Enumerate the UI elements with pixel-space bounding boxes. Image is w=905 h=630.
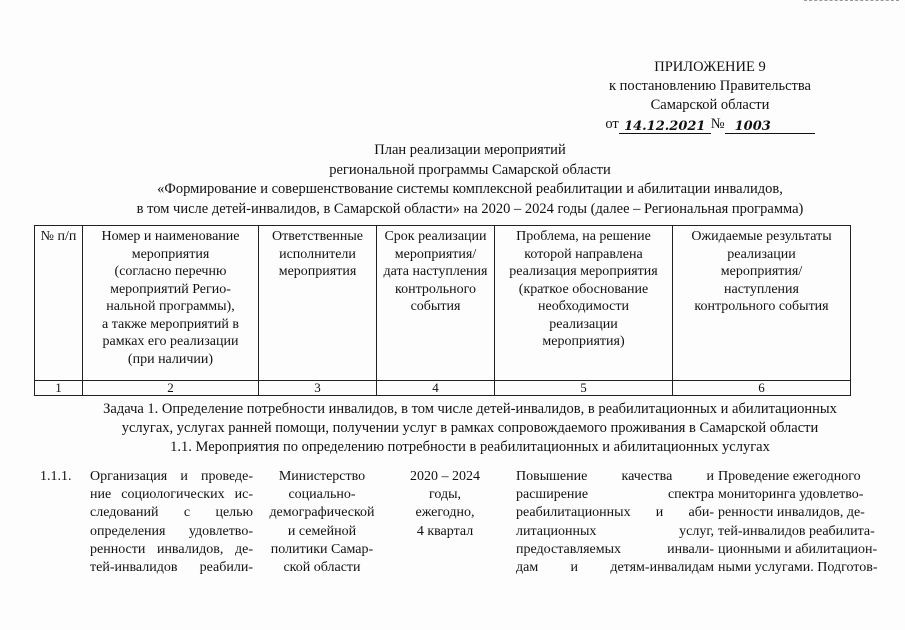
header-line: (краткое обоснование	[518, 281, 649, 297]
header-line: наступления	[724, 281, 799, 297]
header-cell	[673, 226, 851, 381]
title-line-4: в том числе детей-инвалидов, в Самарской области» на 2020 – 2024 годы (далее – Региональная программа)	[136, 200, 804, 217]
header-line: № п/п	[40, 229, 77, 244]
cell-line: предоставляемых инвали-	[516, 541, 714, 557]
task-line-1: Задача 1. Определение потребности инвалидов, в том числе детей-инвалидов, в реабилитационных и абилитационных	[103, 401, 837, 417]
column-number: 4	[377, 381, 495, 396]
header-line: реализации	[727, 246, 796, 262]
row-name	[90, 468, 253, 577]
header-line: Ответственные	[272, 229, 363, 244]
appendix-resolution: к постановлению Правительства	[609, 78, 811, 94]
header-line: исполнители	[279, 246, 356, 262]
header-line: Номер и наименование	[101, 229, 240, 244]
header-line: контрольного события	[694, 299, 829, 314]
cell-line: Организация и проведе-	[90, 469, 253, 484]
cell-line: демографической	[269, 505, 375, 521]
number-field	[725, 117, 815, 134]
title-line-2: региональной программы Самарской области	[329, 161, 611, 178]
cell-line: расширение спектра	[516, 487, 714, 503]
cell-line: ской области	[283, 560, 361, 576]
row-term	[390, 468, 500, 541]
cell-line: 2020 – 2024	[410, 469, 480, 484]
cell-line: мониторинга удовлетво-	[718, 487, 864, 503]
column-number: 5	[495, 381, 673, 396]
task-heading	[40, 400, 900, 457]
scan-edge-line	[804, 0, 899, 1]
header-line: рамках его реализации	[102, 334, 239, 349]
cell-line: ными услугами. Подготов-	[718, 560, 878, 576]
header-line: мероприятий Регио-	[110, 281, 231, 297]
handwritten-date: 14.12.2021	[624, 119, 706, 134]
cell-line: годы,	[428, 487, 462, 503]
header-line: необходимости	[537, 299, 629, 314]
cell-line: следований с целью	[90, 505, 253, 521]
title-line-1: План реализации мероприятий	[374, 142, 566, 158]
header-line: нальной программы),	[106, 299, 235, 314]
header-line: дата наступления	[383, 264, 488, 279]
column-number-row	[35, 381, 851, 396]
handwritten-number: 1003	[734, 119, 771, 134]
column-number: 2	[83, 381, 259, 396]
cell-line: Министерство	[278, 469, 366, 484]
header-line: а также мероприятий в	[102, 316, 239, 332]
header-line: мероприятия/	[394, 246, 477, 262]
column-number: 1	[35, 381, 83, 396]
header-cell	[35, 226, 83, 381]
subtask-heading: 1.1. Мероприятия по определению потребности в реабилитационных и абилитационных услугах	[170, 439, 770, 455]
cell-line: определения удовлетво-	[90, 523, 253, 539]
cell-line: Проведение ежегодного	[718, 469, 861, 484]
row-result	[718, 468, 878, 577]
header-line: (при наличии)	[127, 351, 214, 367]
cell-line: 4 квартал	[416, 523, 474, 539]
header-line: реализация мероприятия	[509, 264, 658, 279]
appendix-region: Самарской области	[650, 97, 770, 113]
header-cell	[377, 226, 495, 381]
row-executor	[262, 468, 382, 577]
header-cell	[259, 226, 377, 381]
header-line: Срок реализации	[384, 229, 487, 244]
cell-line: ренности инвалидов, де-	[718, 505, 865, 521]
row-problem	[516, 468, 714, 577]
header-line: мероприятия/	[720, 264, 803, 279]
appendix-date-line	[560, 115, 860, 134]
header-line: мероприятия	[131, 246, 210, 262]
from-label: от	[605, 116, 619, 132]
column-number: 3	[259, 381, 377, 396]
title-line-3: «Формирование и совершенствование системы комплексной реабилитации и абилитации инвалидов,	[157, 181, 783, 197]
cell-line: ежегодно,	[415, 505, 475, 521]
task-line-2: услугах, услугах ранней помощи, получении услуг в рамках сопровождаемого проживания в Самарской области	[121, 420, 819, 436]
cell-line: литационных услуг,	[516, 523, 714, 539]
header-line: события	[410, 299, 461, 314]
header-line: Ожидаемые результаты	[691, 229, 832, 244]
cell-line: тей-инвалидов реабили-	[90, 560, 253, 576]
header-line: реализации	[549, 316, 618, 332]
header-cell	[495, 226, 673, 381]
appendix-block	[560, 58, 860, 134]
appendix-title: ПРИЛОЖЕНИЕ 9	[654, 59, 766, 75]
plan-table-header	[34, 225, 851, 396]
cell-line: дам и детям-инвалидам	[516, 560, 714, 576]
cell-line: реабилитационных и аби-	[516, 505, 714, 521]
cell-line: ние социологических ис-	[90, 487, 253, 503]
date-field	[619, 117, 711, 134]
header-line: мероприятия)	[542, 334, 625, 349]
document-title	[40, 141, 900, 219]
cell-line: и семейной	[287, 523, 357, 539]
header-line: Проблема, на решение	[516, 229, 651, 244]
cell-line: тей-инвалидов реабилита-	[718, 523, 875, 539]
cell-line: политики Самар-	[270, 541, 374, 557]
row-number: 1.1.1.	[40, 469, 72, 484]
header-row	[35, 226, 851, 381]
header-line: (согласно перечню	[114, 264, 227, 279]
header-cell	[83, 226, 259, 381]
number-label: №	[710, 116, 725, 132]
column-number: 6	[673, 381, 851, 396]
cell-line: Повышение качества и	[516, 469, 714, 484]
cell-line: ционными и абилитацион-	[718, 541, 878, 557]
cell-line: ренности инвалидов, де-	[90, 541, 253, 557]
header-line: которой направлена	[524, 246, 643, 262]
header-line: мероприятия	[278, 264, 357, 279]
cell-line: социально-	[288, 487, 356, 503]
header-line: контрольного	[395, 281, 476, 297]
